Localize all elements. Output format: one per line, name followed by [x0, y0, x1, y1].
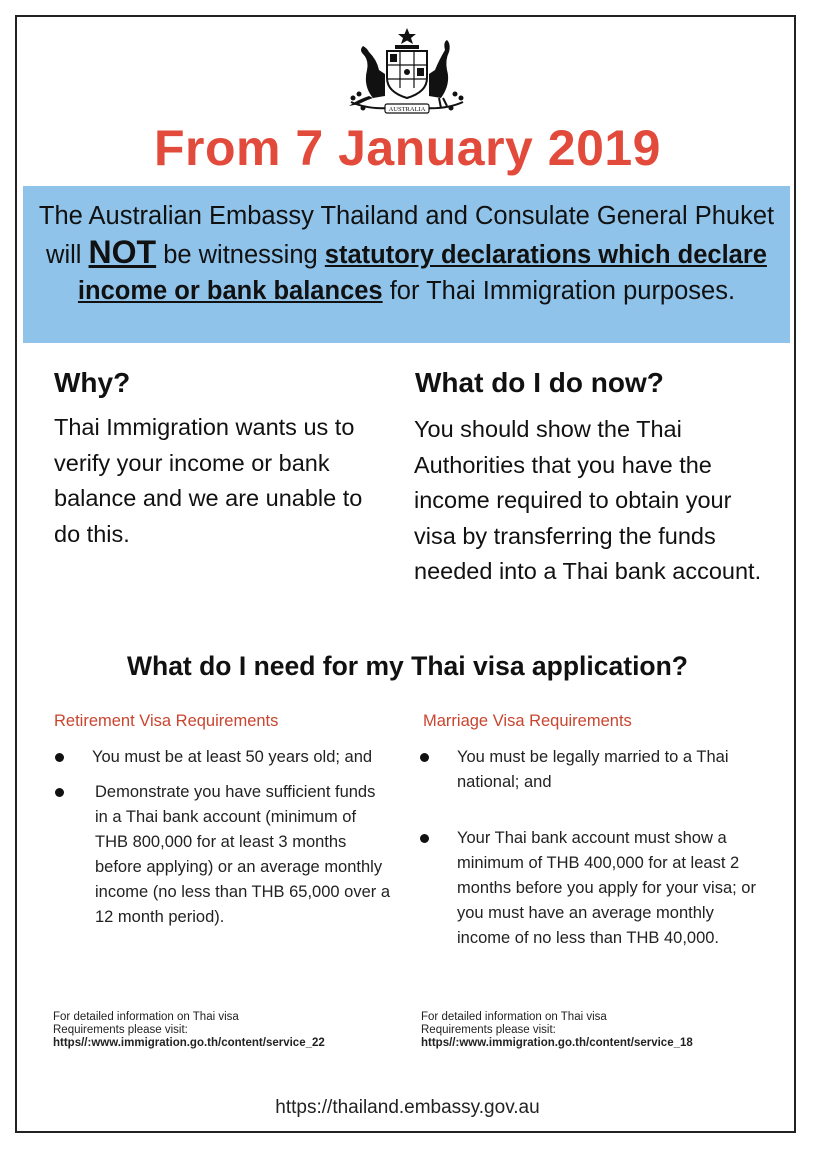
- bullet-icon: [420, 753, 429, 762]
- list-item: [92, 745, 392, 770]
- what-now-heading: What do I do now?: [415, 367, 664, 398]
- why-heading: Why?: [54, 367, 131, 398]
- notice-text-part2: be witnessing: [163, 241, 318, 269]
- notice-underlined-text: statutory declarations which declare income or bank balances: [77, 241, 767, 305]
- embassy-website-link[interactable]: https://thailand.embassy.gov.au: [275, 1097, 540, 1118]
- list-item-text: You must be legally married to a Thai national; and: [457, 748, 729, 791]
- what-now-text: You should show the Thai Authorities that you have the income required to obtain your visa by transferring the funds needed into a Thai bank account.: [414, 416, 762, 584]
- list-item-text: Your Thai bank account must show a minimum of THB 400,000 for at least 2 months before you apply for your visa; or you must have an average monthly income of no less than THB 40,000.: [457, 829, 756, 947]
- visa-application-heading: What do I need for my Thai visa application?: [127, 651, 688, 681]
- bullet-icon: [55, 753, 64, 762]
- retirement-reference-link[interactable]: https//:www.immigration.go.th/content/service_22: [53, 1037, 325, 1049]
- retirement-visa-title: Retirement Visa Requirements: [54, 712, 279, 730]
- crest-scroll-text: AUSTRALIA: [388, 106, 426, 113]
- marriage-reference-link[interactable]: https//:www.immigration.go.th/content/service_18: [421, 1037, 693, 1049]
- marriage-requirements-list: [457, 745, 767, 951]
- why-text: Thai Immigration wants us to verify your income or bank balance and we are unable to do this.: [54, 414, 363, 547]
- list-item: [92, 780, 392, 930]
- list-item-text: Demonstrate you have sufficient funds in a Thai bank account (minimum of THB 800,000 for at least 3 months before applying) or an average monthly income (no less than THB 65,000 over a 12 month period).: [95, 783, 391, 926]
- marriage-reference: [421, 1011, 761, 1050]
- notice-banner: [23, 186, 790, 343]
- notice-not-emphasis: NOT: [88, 234, 157, 270]
- headline: From 7 January 2019: [154, 120, 661, 176]
- marriage-visa-title: Marriage Visa Requirements: [423, 712, 632, 730]
- bullet-icon: [420, 834, 429, 843]
- list-item-text: You must be at least 50 years old; and: [92, 748, 373, 766]
- list-item: [457, 826, 767, 951]
- reference-line: Requirements please visit:: [53, 1024, 188, 1036]
- retirement-reference: [53, 1011, 383, 1050]
- australian-coat-of-arms-icon: [343, 26, 471, 114]
- reference-line: For detailed information on Thai visa: [421, 1011, 607, 1023]
- notice-text-part1: The Australian Embassy Thailand and Consulate General Phuket will: [38, 202, 775, 269]
- list-item: [457, 745, 767, 795]
- reference-line: For detailed information on Thai visa: [53, 1011, 239, 1023]
- retirement-requirements-list: [92, 745, 392, 930]
- reference-line: Requirements please visit:: [421, 1024, 556, 1036]
- notice-text-part3: for Thai Immigration purposes.: [389, 277, 736, 305]
- bullet-icon: [55, 788, 64, 797]
